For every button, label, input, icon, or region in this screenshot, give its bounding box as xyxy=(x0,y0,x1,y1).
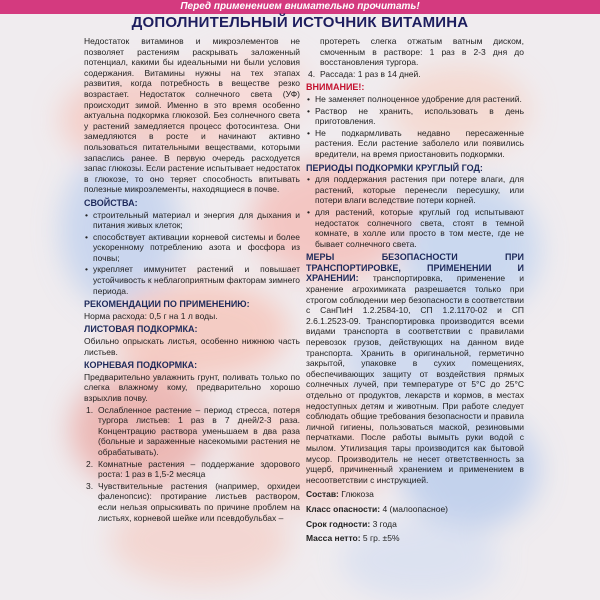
property-item: • способствует активации корневой системы и более ускоренному потреблению азота и фосфора из почвы; xyxy=(84,232,300,264)
intro-paragraph: Недостаток витаминов и микроэлементов не позволяет растениям раскрывать заложенный потенциал, какими бы идеальными ни были условия содержания. Витамины нужны на тех этапах развития, когда потребность в веществе резко возрастает. Недостаток солнечного света (УФ) происходит зимой. Именно в это время особенно актуальна подкормка глюкозой. Без солнечного света у растений замедляется процесс фотосинтеза. Они замедляются в росте и начинают активно пользоваться питательными веществами, которыми запаслись ранее. В первую очередь расходуется запас глюкозы. Если растение испытывает недостаток в глюкозе, то оно теряет способность впитывать полезные микроэлементы, находящиеся в почве. xyxy=(84,36,300,195)
attention-item: • Раствор не хранить, использовать в день приготовления. xyxy=(306,106,524,127)
norm-text: Норма расхода: 0,5 г на 1 л воды. xyxy=(84,310,218,321)
left-column xyxy=(84,36,300,524)
shelf-life-row: Срок годности: 3 года xyxy=(306,518,397,529)
warning-banner: Перед применением внимательно прочитать! xyxy=(0,0,600,14)
root-feeding-text: Предварительно увлажнить грунт, поливать только по слегка влажному кому, предварительно хорошо взрыхлив почву. xyxy=(84,371,300,403)
step-item: 1. Ослабленное растение – период стресса, потеря тургора листьев: 1 раз в 7 дней/2-3 раза. Концентрацию раствора уменьшаем в два раза (больные и зараженные насекомыми растения не обрабатывать). xyxy=(86,404,300,457)
net-mass-row: Масса нетто: 5 гр. ±5% xyxy=(306,533,400,544)
period-item: • для поддержания растения при потере влаги, для растений, которые перенесли пересушку, или потери влаги вследствие потери корней. xyxy=(306,174,524,206)
period-item: • для растений, которые круглый год испытывают недостаток солнечного света, стоят в темной комнате, в холле или просто в том месте, где не бывает солнечного света. xyxy=(306,207,524,249)
leaf-feeding-heading: ЛИСТОВАЯ ПОДКОРМКА: xyxy=(84,324,198,335)
safety-section xyxy=(306,252,524,485)
right-column xyxy=(306,36,524,548)
attention-heading: ВНИМАНИЕ!: xyxy=(306,82,365,93)
page-title: ДОПОЛНИТЕЛЬНЫЙ ИСТОЧНИК ВИТАМИНА xyxy=(131,14,469,31)
property-item: • строительный материал и энергия для дыхания и питания живых клеток; xyxy=(84,210,300,231)
recommendations-heading: РЕКОМЕНДАЦИИ ПО ПРИМЕНЕНИЮ: xyxy=(84,299,250,310)
composition-row: Состав: Глюкоза xyxy=(306,489,374,500)
safety-heading: МЕРЫ БЕЗОПАСНОСТИ ПРИ ТРАНСПОРТИРОВКЕ, ПРИМЕНЕНИИ И ХРАНЕНИИ: xyxy=(306,252,524,284)
property-item: • укрепляет иммунитет растений и повышает устойчивость к неблагоприятным факторам зимнего периода. xyxy=(84,264,300,296)
periods-heading: ПЕРИОДЫ ПОДКОРМКИ КРУГЛЫЙ ГОД: xyxy=(306,162,483,173)
step-item: 3. Чувствительные растения (например, орхидеи фаленопсис): протирание листьев раствором, если нельзя опрыскивать по причине проблем на листьях, корневой шейке или псевдобульбах – xyxy=(86,480,300,523)
root-feeding-heading: КОРНЕВАЯ ПОДКОРМКА: xyxy=(84,360,198,371)
attention-item: • Не подкармливать недавно пересаженные растения. Если растение заболело или появились вредители, на время приостановить подкормки. xyxy=(306,128,524,160)
step-item: 2. Комнатные растения – поддержание здорового роста: 1 раз в 1,5-2 месяца xyxy=(86,458,300,480)
hazard-class-row: Класс опасности: 4 (малоопасное) xyxy=(306,503,449,514)
step-continuation: протереть слегка отжатым ватным диском, смоченным в растворе: 1 раз в 2-3 дня до восстановления тургора. xyxy=(320,36,524,68)
attention-item: • Не заменяет полноценное удобрение для растений. xyxy=(306,94,524,105)
properties-heading: СВОЙСТВА: xyxy=(84,197,138,208)
safety-text: транспортировка, применение и хранение агрохимиката разрешается только при строгом соблюдении мер безопасности в соответствии с СанПиН 1.2.2584-10, СП 1.2.1170-02 и СП 2.6.1.2523-09. Транспортировка производится всеми видами транспорта в соответствии с правилами перевозок грузов, действующих на данном виде транспорта. Хранить в оригинальной, герметично закрытой, упаковке в сухих помещениях, обеспечивающих защиту от воздействия прямых солнечных лучей, при температуре от 5°С до 25°С отдельно от продуктов, лекарств и кормов, в местах недоступных детям и животным. При работе следует соблюдать общие требования безопасности и правила личной гигиены, пользоваться маской, резиновыми перчатками. После работы вымыть руки водой с мылом. Утилизация тары производится как бытовой мусор. Производитель не несет ответственность за ущерб, причиненный хранением и применением в несоответствии с инструкцией. xyxy=(306,273,524,485)
step-item: 4. Рассада: 1 раз в 14 дней. xyxy=(308,68,421,79)
leaf-feeding-text: Обильно опрыскать листья, особенно нижнюю часть листьев. xyxy=(84,336,300,357)
